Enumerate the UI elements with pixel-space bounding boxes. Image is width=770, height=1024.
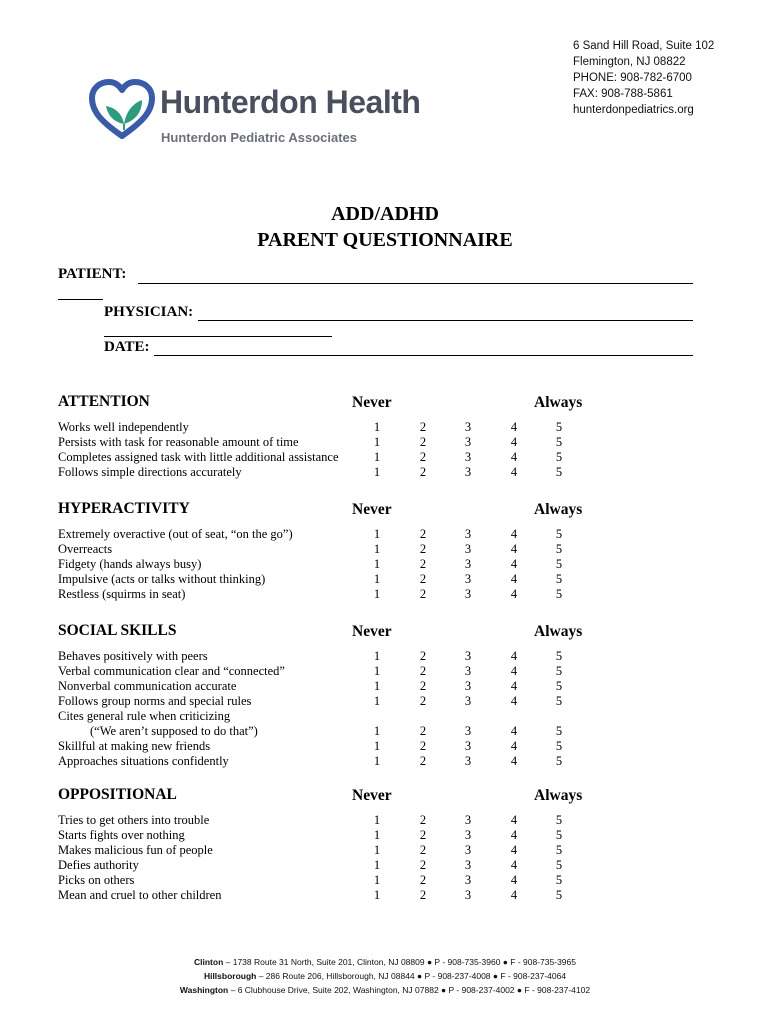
rating-option-3[interactable]: 3 [464,739,472,753]
scale-always-label: Always [534,394,583,411]
rating-option-2[interactable]: 2 [419,843,427,857]
rating-option-5[interactable]: 5 [555,843,563,857]
rating-option-5[interactable]: 5 [555,694,563,708]
rating-option-2[interactable]: 2 [419,813,427,827]
rating-option-5[interactable]: 5 [555,587,563,601]
footer-town: Washington [179,985,229,995]
scale-never-label: Never [352,787,392,804]
question-text: Defies authority [58,858,139,872]
organization-subtitle: Hunterdon Pediatric Associates [161,130,358,145]
rating-option-4[interactable]: 4 [510,873,518,887]
date-field[interactable] [154,355,693,356]
scale-always-label: Always [534,787,583,804]
question-text: Persists with task for reasonable amount of time [58,435,299,449]
rating-option-3[interactable]: 3 [464,572,472,586]
rating-option-4[interactable]: 4 [510,572,518,586]
rating-option-3[interactable]: 3 [464,813,472,827]
rating-option-4[interactable]: 4 [510,664,518,678]
rating-option-3[interactable]: 3 [464,450,472,464]
rating-option-4[interactable]: 4 [510,858,518,872]
rating-option-2[interactable]: 2 [419,465,427,479]
rating-option-1[interactable]: 1 [373,724,381,738]
question-text: Fidgety (hands always busy) [58,557,202,571]
rating-option-2[interactable]: 2 [419,542,427,556]
date-label: DATE: [104,339,150,355]
phone-line: PHONE: 908-782-6700 [573,72,692,84]
question-text: Completes assigned task with little additional assistance [58,450,339,464]
rating-option-3[interactable]: 3 [464,465,472,479]
rating-option-1[interactable]: 1 [373,527,381,541]
rating-option-4[interactable]: 4 [510,435,518,449]
rating-option-3[interactable]: 3 [464,888,472,902]
rating-option-5[interactable]: 5 [555,724,563,738]
rating-option-2[interactable]: 2 [419,858,427,872]
rating-option-5[interactable]: 5 [555,649,563,663]
rating-option-5[interactable]: 5 [555,450,563,464]
rating-option-2[interactable]: 2 [419,873,427,887]
question-text: Mean and cruel to other children [58,888,222,902]
rating-option-3[interactable]: 3 [464,664,472,678]
address-line: Flemington, NJ 08822 [573,56,686,68]
rating-option-5[interactable]: 5 [555,828,563,842]
patient-field[interactable] [138,283,693,284]
footer-location-washington [0,983,770,997]
question-text: Nonverbal communication accurate [58,679,237,693]
footer-location-clinton [0,955,770,969]
rating-option-1[interactable]: 1 [373,587,381,601]
rating-option-5[interactable]: 5 [555,465,563,479]
scale-never-label: Never [352,501,392,518]
rating-option-4[interactable]: 4 [510,557,518,571]
physician-label: PHYSICIAN: [104,304,194,320]
rating-option-3[interactable]: 3 [464,873,472,887]
rating-option-2[interactable]: 2 [419,435,427,449]
rating-option-2[interactable]: 2 [419,450,427,464]
rating-option-3[interactable]: 3 [464,527,472,541]
rating-option-4[interactable]: 4 [510,739,518,753]
rating-option-1[interactable]: 1 [373,888,381,902]
rating-option-2[interactable]: 2 [419,649,427,663]
question-text: Restless (squirms in seat) [58,587,186,601]
rating-option-1[interactable]: 1 [373,435,381,449]
rating-option-1[interactable]: 1 [373,858,381,872]
rating-option-1[interactable]: 1 [373,843,381,857]
rating-option-1[interactable]: 1 [373,420,381,434]
rating-option-3[interactable]: 3 [464,694,472,708]
rating-option-5[interactable]: 5 [555,542,563,556]
question-text: Tries to get others into trouble [58,813,210,827]
question-text: Behaves positively with peers [58,649,208,663]
rating-option-5[interactable]: 5 [555,888,563,902]
rating-option-3[interactable]: 3 [464,724,472,738]
question-text: Picks on others [58,873,135,887]
rating-option-5[interactable]: 5 [555,527,563,541]
scale-never-label: Never [352,623,392,640]
rating-option-3[interactable]: 3 [464,754,472,768]
rating-option-5[interactable]: 5 [555,435,563,449]
rating-option-4[interactable]: 4 [510,828,518,842]
form-title: ADD/ADHD [331,203,439,225]
rating-option-4[interactable]: 4 [510,888,518,902]
rating-option-1[interactable]: 1 [373,542,381,556]
rating-option-1[interactable]: 1 [373,754,381,768]
footer-details: – 1738 Route 31 North, Suite 201, Clinton, NJ 08809 ● P - 908-735-3960 ● F - 908-735-3965 [223,957,576,967]
question-text: Cites general rule when criticizing [58,709,231,723]
question-text: Works well independently [58,420,189,434]
rating-option-3[interactable]: 3 [464,843,472,857]
question-text: Verbal communication clear and “connected” [58,664,285,678]
rating-option-1[interactable]: 1 [373,828,381,842]
scale-always-label: Always [534,623,583,640]
question-text: Makes malicious fun of people [58,843,213,857]
rating-option-5[interactable]: 5 [555,754,563,768]
rating-option-2[interactable]: 2 [419,664,427,678]
patient-field-continuation[interactable] [58,299,103,300]
question-text: Extremely overactive (out of seat, “on the go”) [58,527,293,541]
footer-location-hillsborough [0,969,770,983]
footer-town: Hillsborough [203,971,257,981]
rating-option-3[interactable]: 3 [464,542,472,556]
rating-option-2[interactable]: 2 [419,828,427,842]
question-text: Starts fights over nothing [58,828,185,842]
rating-option-4[interactable]: 4 [510,813,518,827]
rating-option-5[interactable]: 5 [555,873,563,887]
section-heading-hyperactivity: HYPERACTIVITY [58,500,190,517]
question-text: Overreacts [58,542,113,556]
website-line: hunterdonpediatrics.org [573,104,694,116]
scale-never-label: Never [352,394,392,411]
form-subtitle: PARENT QUESTIONNAIRE [257,229,513,251]
rating-option-4[interactable]: 4 [510,542,518,556]
rating-option-2[interactable]: 2 [419,557,427,571]
rating-option-4[interactable]: 4 [510,527,518,541]
rating-option-4[interactable]: 4 [510,754,518,768]
rating-option-2[interactable]: 2 [419,587,427,601]
rating-option-5[interactable]: 5 [555,679,563,693]
organization-logo [88,74,421,154]
rating-option-5[interactable]: 5 [555,420,563,434]
rating-option-3[interactable]: 3 [464,828,472,842]
section-heading-oppositional: OPPOSITIONAL [58,786,177,803]
rating-option-4[interactable]: 4 [510,465,518,479]
question-text: Follows group norms and special rules [58,694,252,708]
heart-leaf-logo-icon [88,78,156,140]
rating-option-4[interactable]: 4 [510,679,518,693]
rating-option-2[interactable]: 2 [419,694,427,708]
rating-option-1[interactable]: 1 [373,739,381,753]
rating-option-3[interactable]: 3 [464,435,472,449]
footer-details: – 286 Route 206, Hillsborough, NJ 08844 ● P - 908-237-4008 ● F - 908-237-4064 [256,971,567,981]
rating-option-1[interactable]: 1 [373,664,381,678]
rating-option-2[interactable]: 2 [419,754,427,768]
footer-locations [0,955,770,997]
rating-option-2[interactable]: 2 [419,420,427,434]
letterhead-address [573,38,714,118]
question-text: (“We aren’t supposed to do that”) [90,724,258,738]
question-text: Follows simple directions accurately [58,465,242,479]
rating-option-4[interactable]: 4 [510,649,518,663]
organization-name: Hunterdon Health [160,84,421,120]
rating-option-1[interactable]: 1 [373,557,381,571]
footer-details: – 6 Clubhouse Drive, Suite 202, Washington, NJ 07882 ● P - 908-237-4002 ● F - 908-237-4102 [228,985,591,995]
rating-option-3[interactable]: 3 [464,649,472,663]
scale-always-label: Always [534,501,583,518]
rating-option-1[interactable]: 1 [373,572,381,586]
rating-option-5[interactable]: 5 [555,739,563,753]
question-text: Impulsive (acts or talks without thinking) [58,572,266,586]
rating-option-2[interactable]: 2 [419,888,427,902]
section-heading-attention: ATTENTION [58,393,150,410]
rating-option-2[interactable]: 2 [419,679,427,693]
rating-option-3[interactable]: 3 [464,858,472,872]
question-text: Approaches situations confidently [58,754,229,768]
rating-option-1[interactable]: 1 [373,450,381,464]
rating-option-5[interactable]: 5 [555,813,563,827]
footer-town: Clinton [194,957,224,967]
patient-label: PATIENT: [58,266,127,282]
rating-option-1[interactable]: 1 [373,694,381,708]
rating-option-3[interactable]: 3 [464,587,472,601]
rating-option-4[interactable]: 4 [510,694,518,708]
physician-field[interactable] [198,320,693,321]
rating-option-3[interactable]: 3 [464,420,472,434]
rating-option-4[interactable]: 4 [510,420,518,434]
rating-option-4[interactable]: 4 [510,450,518,464]
rating-option-1[interactable]: 1 [373,679,381,693]
rating-option-1[interactable]: 1 [373,873,381,887]
rating-option-2[interactable]: 2 [419,739,427,753]
rating-option-2[interactable]: 2 [419,527,427,541]
rating-option-4[interactable]: 4 [510,587,518,601]
rating-option-1[interactable]: 1 [373,649,381,663]
physician-field-continuation[interactable] [104,336,332,337]
fax-line: FAX: 908-788-5861 [573,88,673,100]
rating-option-5[interactable]: 5 [555,557,563,571]
section-heading-social-skills: SOCIAL SKILLS [58,622,177,639]
rating-option-4[interactable]: 4 [510,724,518,738]
rating-option-4[interactable]: 4 [510,843,518,857]
rating-option-3[interactable]: 3 [464,557,472,571]
question-text: Skillful at making new friends [58,739,211,753]
rating-option-1[interactable]: 1 [373,465,381,479]
rating-option-1[interactable]: 1 [373,813,381,827]
rating-option-5[interactable]: 5 [555,858,563,872]
rating-option-5[interactable]: 5 [555,572,563,586]
address-line: 6 Sand Hill Road, Suite 102 [573,40,715,52]
rating-option-3[interactable]: 3 [464,679,472,693]
rating-option-2[interactable]: 2 [419,724,427,738]
rating-option-5[interactable]: 5 [555,664,563,678]
rating-option-2[interactable]: 2 [419,572,427,586]
